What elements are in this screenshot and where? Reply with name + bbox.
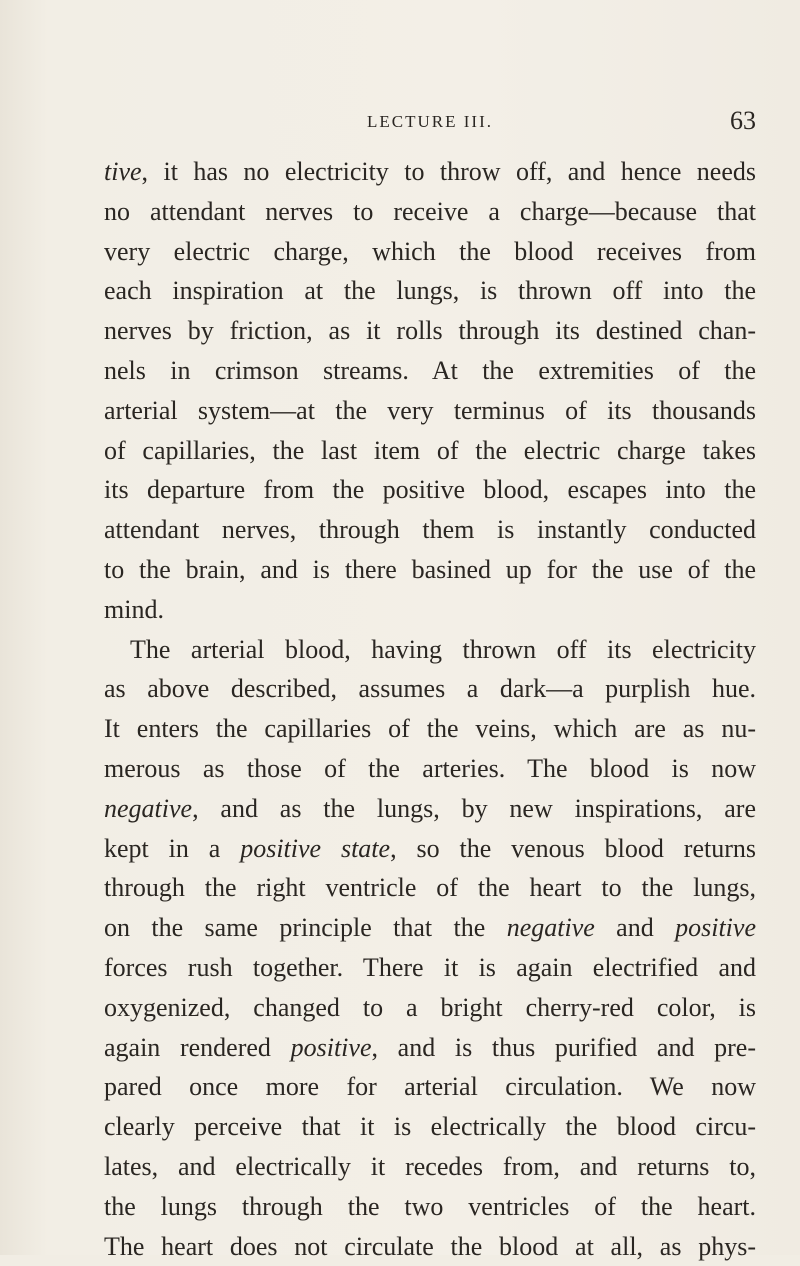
text-run: clearly perceive that it is electrically the blood circu- xyxy=(104,1112,756,1142)
text-line xyxy=(104,908,756,948)
text-run: to the brain, and is there basined up for the use of the xyxy=(104,554,756,584)
text-run: arterial system—at the very terminus of its thousands xyxy=(104,395,756,425)
text-run: mind. xyxy=(104,594,164,624)
text-run: , and is thus purified and pre- xyxy=(371,1032,756,1062)
running-title: LECTURE III. xyxy=(367,112,493,131)
text-line xyxy=(104,829,756,869)
text-line xyxy=(104,868,756,908)
italic-text: positive xyxy=(290,1032,372,1062)
italic-text: negative xyxy=(506,913,595,943)
text-line xyxy=(104,152,756,192)
running-head xyxy=(104,106,756,135)
text-run: as above described, assumes a dark—a purplish hue. xyxy=(104,674,756,704)
text-line xyxy=(104,232,756,272)
text-run: The heart does not circulate the blood at all, as phys- xyxy=(104,1231,756,1261)
text-line xyxy=(104,470,756,510)
text-run: , it has no electricity to throw off, and hence needs xyxy=(141,157,756,186)
text-line xyxy=(104,789,756,829)
italic-text: tive xyxy=(104,157,142,186)
text-run: through the right ventricle of the heart to the lungs, xyxy=(104,873,756,903)
text-line xyxy=(104,192,756,232)
text-run: on the same principle that the xyxy=(104,913,507,943)
text-run: It enters the capillaries of the veins, which are as nu- xyxy=(104,714,756,744)
italic-text: positive state xyxy=(240,833,391,863)
text-run: forces rush together. There it is again electrified and xyxy=(104,952,756,982)
text-line xyxy=(104,948,756,988)
text-run: its departure from the positive blood, escapes into the xyxy=(104,475,756,505)
text-line xyxy=(104,709,756,749)
text-run: kept in a xyxy=(104,833,241,863)
text-line xyxy=(104,1067,756,1107)
text-run: pared once more for arterial circulation. We now xyxy=(104,1072,756,1102)
text-line xyxy=(104,669,756,709)
text-line xyxy=(104,749,756,789)
text-line xyxy=(104,1187,756,1227)
text-line xyxy=(104,1028,756,1068)
text-line xyxy=(104,1227,756,1266)
body-text xyxy=(104,152,756,1266)
text-line xyxy=(104,550,756,590)
text-line xyxy=(104,1107,756,1147)
text-run: of capillaries, the last item of the electric charge takes xyxy=(104,435,756,465)
text-line xyxy=(104,630,756,670)
text-line xyxy=(104,351,756,391)
text-run: nerves by friction, as it rolls through its destined chan- xyxy=(104,316,756,346)
text-run: and xyxy=(594,913,676,943)
text-run: attendant nerves, through them is instantly conducted xyxy=(104,515,756,545)
text-run: , and as the lungs, by new inspirations, are xyxy=(192,793,756,823)
text-run: again rendered xyxy=(104,1032,291,1062)
text-run: The arterial blood, having thrown off its electricity xyxy=(130,634,756,664)
text-line xyxy=(104,431,756,471)
text-run: nels in crimson streams. At the extremities of the xyxy=(104,355,756,385)
text-line xyxy=(104,391,756,431)
text-run: , so the venous blood returns xyxy=(390,833,756,863)
text-run: oxygenized, changed to a bright cherry-red color, is xyxy=(104,992,756,1022)
text-line xyxy=(104,988,756,1028)
text-line xyxy=(104,590,756,630)
text-run: merous as those of the arteries. The blood is now xyxy=(104,753,756,783)
text-line xyxy=(104,1147,756,1187)
text-run: the lungs through the two ventricles of the heart. xyxy=(104,1191,756,1221)
page-number: 63 xyxy=(730,106,756,135)
italic-text: negative xyxy=(104,793,193,823)
text-run: each inspiration at the lungs, is thrown off into the xyxy=(104,276,756,306)
text-line xyxy=(104,510,756,550)
text-line xyxy=(104,311,756,351)
italic-text: positive xyxy=(675,913,756,943)
text-run: no attendant nerves to receive a charge—because that xyxy=(104,196,756,226)
text-run: lates, and electrically it recedes from, and returns to, xyxy=(104,1151,756,1181)
text-line xyxy=(104,271,756,311)
text-run: very electric charge, which the blood receives from xyxy=(104,236,756,266)
